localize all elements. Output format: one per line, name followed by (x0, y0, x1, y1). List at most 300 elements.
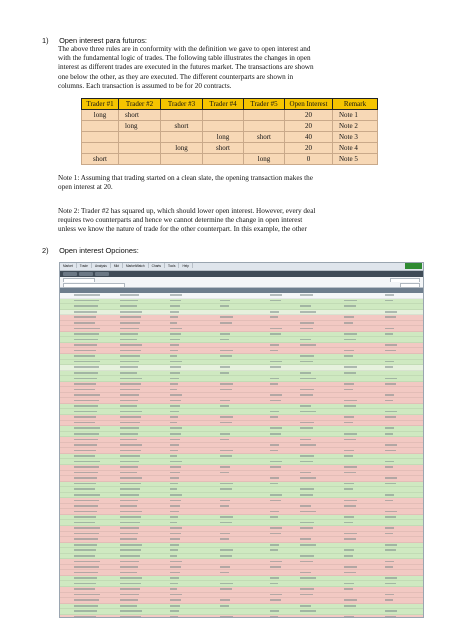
screenshot-cell-text (270, 500, 281, 502)
screenshot-cell-text (74, 394, 100, 396)
screenshot-cell-text (344, 616, 354, 618)
screenshot-cell-text (344, 533, 357, 535)
screenshot-cell-text (170, 583, 178, 585)
screenshot-cell-text (344, 500, 357, 502)
screenshot-cell-text (170, 577, 179, 579)
screenshot-cell-text (270, 483, 278, 485)
screenshot-cell-text (74, 372, 98, 374)
screenshot-cell-text (170, 599, 181, 601)
screenshot-cell-text (270, 566, 281, 568)
screenshot-cell-text (220, 439, 229, 441)
screenshot-cell-text (344, 350, 354, 352)
screenshot-cell-text (344, 516, 354, 518)
screenshot-cell-text (385, 549, 396, 551)
screenshot-cell-text (344, 522, 353, 524)
header-trader-3: Trader #3 (161, 99, 203, 110)
screenshot-cell-text (270, 466, 281, 468)
screenshot-cell-text (385, 610, 397, 612)
screenshot-cell-text (74, 455, 95, 457)
screenshot-cell-text (270, 494, 282, 496)
screenshot-cell-text (170, 433, 181, 435)
screenshot-cell-text (74, 339, 98, 341)
screenshot-cell-text (74, 366, 99, 368)
screenshot-cell-text (120, 577, 142, 579)
screenshot-cell-text (344, 572, 356, 574)
screenshot-cell-text (220, 339, 229, 341)
screenshot-cell-text (120, 588, 140, 590)
screenshot-cell-text (170, 450, 178, 452)
header-trader-4: Trader #4 (203, 99, 244, 110)
screenshot-cell-text (270, 411, 279, 413)
screenshot-cell-text (270, 599, 281, 601)
screenshot-cell-text (270, 433, 281, 435)
screenshot-cell-text (74, 378, 97, 380)
table-cell (82, 143, 119, 154)
screenshot-cell-text (74, 616, 96, 618)
screenshot-cell-text (344, 416, 354, 418)
screenshot-cell-text (170, 439, 180, 441)
screenshot-cell-text (74, 549, 96, 551)
paragraph-line: interest as different trades are executed in the futures market. The transactions are shown (58, 63, 314, 72)
screenshot-cell-text (385, 566, 393, 568)
screenshot-cell-text (385, 516, 396, 518)
screenshot-cell-text (120, 361, 139, 363)
screenshot-cell-text (120, 389, 140, 391)
screenshot-cell-text (120, 494, 139, 496)
screenshot-cell-text (220, 400, 230, 402)
screenshot-cell-text (300, 488, 314, 490)
screenshot-cell-text (344, 389, 353, 391)
table-header-row (82, 99, 378, 110)
screenshot-cell-text (300, 411, 316, 413)
screenshot-cell-text (385, 344, 397, 346)
section-2-heading (42, 246, 139, 255)
screenshot-cell-text (170, 516, 178, 518)
screenshot-cell-text (220, 500, 230, 502)
screenshot-cell-text (385, 444, 397, 446)
table-cell: Note 3 (333, 132, 378, 143)
screenshot-cell-text (270, 516, 278, 518)
screenshot-cell-text (344, 549, 354, 551)
screenshot-cell-text (385, 416, 396, 418)
paragraph-line: The above three rules are in conformity with the definition we gave to open interest and (58, 45, 311, 53)
screenshot-cell-text (120, 610, 142, 612)
screenshot-cell-text (120, 516, 141, 518)
screenshot-cell-text (270, 416, 278, 418)
screenshot-cell-text (270, 549, 278, 551)
screenshot-cell-text (170, 416, 178, 418)
screenshot-cell-text (74, 350, 96, 352)
header-open-interest: Open Interest (285, 99, 333, 110)
screenshot-cell-text (120, 394, 139, 396)
screenshot-cell-text (120, 488, 140, 490)
screenshot-cell-text (74, 605, 98, 607)
screenshot-cell-text (120, 511, 142, 513)
header-trader-1: Trader #1 (82, 99, 119, 110)
table-cell: long (82, 110, 119, 121)
screenshot-menu-bar (60, 263, 423, 271)
screenshot-cell-text (220, 455, 232, 457)
screenshot-cell-text (120, 400, 138, 402)
screenshot-cell-text (220, 366, 230, 368)
screenshot-cell-text (220, 505, 229, 507)
screenshot-cell-text (74, 300, 99, 302)
screenshot-cell-text (300, 344, 316, 346)
table-row (82, 154, 378, 165)
screenshot-cell-text (300, 322, 314, 324)
screenshot-cell-text (300, 361, 313, 363)
screenshot-cell-text (74, 316, 96, 318)
screenshot-cell-text (344, 472, 356, 474)
screenshot-cell-text (344, 355, 353, 357)
table-cell: long (244, 154, 285, 165)
screenshot-menu-item: Market (60, 263, 77, 268)
screenshot-cell-text (220, 355, 232, 357)
screenshot-cell-text (170, 339, 180, 341)
screenshot-cell-text (300, 610, 316, 612)
screenshot-cell-text (270, 450, 278, 452)
screenshot-cell-text (385, 500, 393, 502)
screenshot-cell-text (344, 339, 356, 341)
screenshot-cell-text (74, 533, 99, 535)
screenshot-cell-text (300, 605, 311, 607)
screenshot-cell-text (385, 461, 394, 463)
screenshot-cell-text (170, 488, 177, 490)
paragraph-line: Note 2: Trader #2 has squared up, which should lower open interest. However, every deal (58, 207, 316, 215)
screenshot-cell-text (344, 488, 353, 490)
screenshot-cell-text (220, 472, 229, 474)
screenshot-cell-text (270, 583, 278, 585)
screenshot-cell-text (170, 361, 182, 363)
screenshot-cell-text (170, 533, 181, 535)
screenshot-cell-text (270, 316, 278, 318)
screenshot-cell-text (344, 372, 356, 374)
screenshot-cell-text (120, 566, 138, 568)
screenshot-cell-text (270, 361, 282, 363)
screenshot-cell-text (170, 549, 178, 551)
screenshot-cell-text (220, 333, 230, 335)
screenshot-cell-text (220, 383, 233, 385)
screenshot-cell-text (120, 466, 138, 468)
screenshot-cell-text (74, 389, 95, 391)
table-cell (119, 132, 161, 143)
screenshot-grid (60, 293, 423, 618)
screenshot-cell-text (120, 500, 138, 502)
table-cell (203, 110, 244, 121)
screenshot-cell-text (120, 366, 138, 368)
screenshot-cell-text (385, 300, 393, 302)
screenshot-cell-text (170, 322, 177, 324)
screenshot-cell-text (120, 605, 137, 607)
screenshot-cell-text (300, 538, 311, 540)
screenshot-cell-text (270, 561, 282, 563)
screenshot-cell-text (385, 544, 397, 546)
screenshot-cell-text (385, 316, 396, 318)
screenshot-cell-text (120, 599, 138, 601)
screenshot-cell-text (74, 583, 96, 585)
screenshot-cell-text (120, 355, 140, 357)
screenshot-cell-text (170, 366, 181, 368)
screenshot-cell-text (120, 422, 140, 424)
screenshot-cell-text (170, 311, 179, 313)
screenshot-cell-text (74, 566, 99, 568)
screenshot-cell-text (270, 328, 282, 330)
screenshot-cell-text (270, 350, 278, 352)
screenshot-cell-text (220, 433, 230, 435)
toolbar-button (95, 272, 109, 276)
screenshot-cell-text (300, 461, 313, 463)
screenshot-cell-text (300, 378, 316, 380)
screenshot-cell-text (120, 300, 138, 302)
screenshot-cell-text (220, 555, 232, 557)
screenshot-cell-text (170, 455, 177, 457)
screenshot-cell-text (300, 522, 314, 524)
screenshot-cell-text (74, 305, 98, 307)
screenshot-cell-text (220, 450, 233, 452)
screenshot-cell-text (120, 427, 139, 429)
screenshot-cell-text (385, 333, 393, 335)
table-cell: short (244, 132, 285, 143)
screenshot-cell-text (74, 333, 99, 335)
screenshot-cell-text (220, 389, 232, 391)
screenshot-cell-text (120, 505, 137, 507)
screenshot-cell-text (220, 538, 229, 540)
screenshot-cell-text (220, 572, 229, 574)
table-cell: Note 5 (333, 154, 378, 165)
screenshot-cell-text (170, 378, 179, 380)
screenshot-cell-text (74, 411, 97, 413)
screenshot-cell-text (120, 294, 139, 296)
screenshot-cell-text (74, 527, 100, 529)
screenshot-cell-text (74, 444, 97, 446)
screenshot-cell-text (74, 494, 100, 496)
screenshot-cell-text (270, 527, 282, 529)
screenshot-cell-text (74, 572, 98, 574)
screenshot-cell-text (170, 555, 177, 557)
screenshot-cell-text (270, 427, 282, 429)
screenshot-cell-text (120, 339, 137, 341)
screenshot-cell-text (270, 594, 282, 596)
section-1-title: Open interest para futuros: (59, 36, 147, 45)
screenshot-cell-text (170, 572, 180, 574)
screenshot-cell-text (300, 594, 313, 596)
open-interest-table (81, 98, 378, 165)
screenshot-cell-text (120, 350, 141, 352)
table-cell: 0 (285, 154, 333, 165)
screenshot-cell-text (270, 461, 282, 463)
screenshot-cell-text (300, 355, 314, 357)
screenshot-cell-text (270, 394, 282, 396)
screenshot-cell-text (74, 500, 99, 502)
screenshot-cell-text (220, 488, 232, 490)
note-1-paragraph (58, 174, 378, 192)
screenshot-cell-text (270, 378, 279, 380)
screenshot-cell-text (385, 533, 393, 535)
screenshot-cell-text (120, 372, 137, 374)
table-row (82, 143, 378, 154)
screenshot-cell-text (300, 444, 316, 446)
screenshot-cell-text (120, 378, 142, 380)
screenshot-cell-text (385, 311, 397, 313)
screenshot-cell-text (120, 522, 140, 524)
screenshot-cell-text (270, 577, 279, 579)
screenshot-cell-text (270, 533, 281, 535)
table-row (82, 132, 378, 143)
screenshot-cell-text (120, 328, 139, 330)
screenshot-cell-text (220, 372, 229, 374)
screenshot-cell-text (74, 505, 98, 507)
screenshot-cell-text (300, 294, 313, 296)
screenshot-cell-text (220, 516, 233, 518)
table-cell: Note 1 (333, 110, 378, 121)
screenshot-cell-text (74, 427, 100, 429)
screenshot-cell-text (344, 466, 357, 468)
screenshot-brand-badge (405, 263, 422, 269)
screenshot-cell-text (74, 450, 96, 452)
screenshot-cell-text (170, 566, 181, 568)
screenshot-cell-text (120, 405, 137, 407)
screenshot-cell-text (74, 588, 95, 590)
screenshot-cell-text (385, 483, 396, 485)
screenshot-cell-text (385, 383, 396, 385)
paragraph-line: unless we know the nature of trade for the other counterpart. In this example, the other (58, 225, 307, 234)
screenshot-cell-text (220, 322, 232, 324)
table-cell: long (203, 132, 244, 143)
screenshot-cell-text (120, 444, 142, 446)
screenshot-cell-text (220, 466, 230, 468)
screenshot-cell-text (220, 566, 230, 568)
screenshot-cell-text (74, 416, 96, 418)
screenshot-cell-text (385, 511, 397, 513)
table-cell (203, 154, 244, 165)
screenshot-cell-text (220, 405, 229, 407)
section-1-number: 1) (42, 36, 49, 45)
screenshot-cell-text (170, 494, 182, 496)
screenshot-cell-text (74, 433, 99, 435)
screenshot-cell-text (344, 566, 357, 568)
screenshot-cell-text (300, 472, 311, 474)
screenshot-cell-text (170, 300, 181, 302)
screenshot-cell-text (220, 305, 229, 307)
screenshot-cell-text (120, 583, 141, 585)
screenshot-cell-text (170, 522, 177, 524)
table-cell (244, 110, 285, 121)
screenshot-cell-text (170, 328, 182, 330)
screenshot-cell-text (120, 416, 141, 418)
screenshot-cell-text (170, 561, 182, 563)
screenshot-cell-text (300, 427, 313, 429)
screenshot-cell-text (74, 522, 95, 524)
screenshot-cell-text (385, 616, 396, 618)
screenshot-cell-text (74, 483, 96, 485)
screenshot-cell-text (120, 555, 140, 557)
screenshot-cell-text (344, 588, 353, 590)
screenshot-menu-item: Tools (165, 263, 179, 268)
screenshot-cell-text (270, 511, 279, 513)
screenshot-cell-text (170, 483, 178, 485)
screenshot-cell-text (170, 610, 179, 612)
screenshot-cell-text (74, 322, 95, 324)
screenshot-cell-text (270, 610, 279, 612)
screenshot-cell-text (120, 344, 142, 346)
screenshot-menu-item: Mkt (111, 263, 123, 268)
screenshot-cell-text (170, 616, 178, 618)
screenshot-cell-text (120, 411, 142, 413)
screenshot-cell-text (120, 383, 141, 385)
screenshot-cell-text (344, 422, 353, 424)
screenshot-cell-text (220, 616, 233, 618)
screenshot-cell-text (74, 538, 98, 540)
screenshot-cell-text (344, 450, 354, 452)
screenshot-cell-text (344, 383, 354, 385)
table-cell (203, 121, 244, 132)
header-trader-2: Trader #2 (119, 99, 161, 110)
screenshot-cell-text (120, 455, 140, 457)
screenshot-cell-text (120, 305, 137, 307)
screenshot-cell-text (120, 544, 142, 546)
screenshot-cell-text (120, 311, 142, 313)
screenshot-cell-text (385, 378, 397, 380)
screenshot-cell-text (120, 616, 141, 618)
screenshot-cell-text (170, 511, 179, 513)
screenshot-cell-text (170, 355, 177, 357)
screenshot-cell-text (385, 583, 396, 585)
table-cell: 40 (285, 132, 333, 143)
screenshot-cell-text (170, 405, 180, 407)
screenshot-cell-text (220, 599, 230, 601)
screenshot-cell-text (270, 311, 279, 313)
screenshot-cell-text (120, 483, 141, 485)
screenshot-cell-text (300, 389, 314, 391)
screenshot-cell-text (120, 316, 141, 318)
screenshot-cell-text (74, 422, 95, 424)
screenshot-cell-text (74, 461, 100, 463)
screenshot-cell-text (170, 344, 179, 346)
screenshot-cell-text (270, 383, 278, 385)
table-cell (119, 154, 161, 165)
screenshot-cell-text (385, 361, 394, 363)
table-cell: 20 (285, 121, 333, 132)
screenshot-cell-text (300, 305, 311, 307)
screenshot-cell-text (120, 333, 138, 335)
screenshot-cell-text (170, 505, 180, 507)
screenshot-cell-text (344, 433, 357, 435)
table-cell: 20 (285, 143, 333, 154)
table-cell: Note 2 (333, 121, 378, 132)
screenshot-cell-text (170, 444, 179, 446)
note-2-paragraph (58, 207, 378, 235)
screenshot-cell-text (170, 389, 177, 391)
screenshot-cell-text (300, 422, 314, 424)
screenshot-cell-text (220, 583, 233, 585)
screenshot-cell-text (74, 477, 97, 479)
screenshot-cell-text (170, 422, 177, 424)
screenshot-cell-text (385, 450, 396, 452)
screenshot-cell-text (344, 483, 354, 485)
screenshot-cell-text (385, 366, 393, 368)
screenshot-menu-item: MarketWatch (123, 263, 149, 268)
table-cell (244, 143, 285, 154)
screenshot-cell-text (220, 522, 232, 524)
paragraph-line: Note 1: Assuming that trading started on a clean slate, the opening transaction makes the (58, 174, 313, 182)
table-row (82, 110, 378, 121)
screenshot-cell-text (300, 494, 313, 496)
screenshot-cell-text (385, 394, 394, 396)
paragraph-line: with the fundamental logic of trades. The following table illustrates the changes in open (58, 54, 311, 63)
screenshot-cell-text (300, 511, 316, 513)
screenshot-cell-text (270, 444, 279, 446)
screenshot-cell-text (300, 555, 314, 557)
